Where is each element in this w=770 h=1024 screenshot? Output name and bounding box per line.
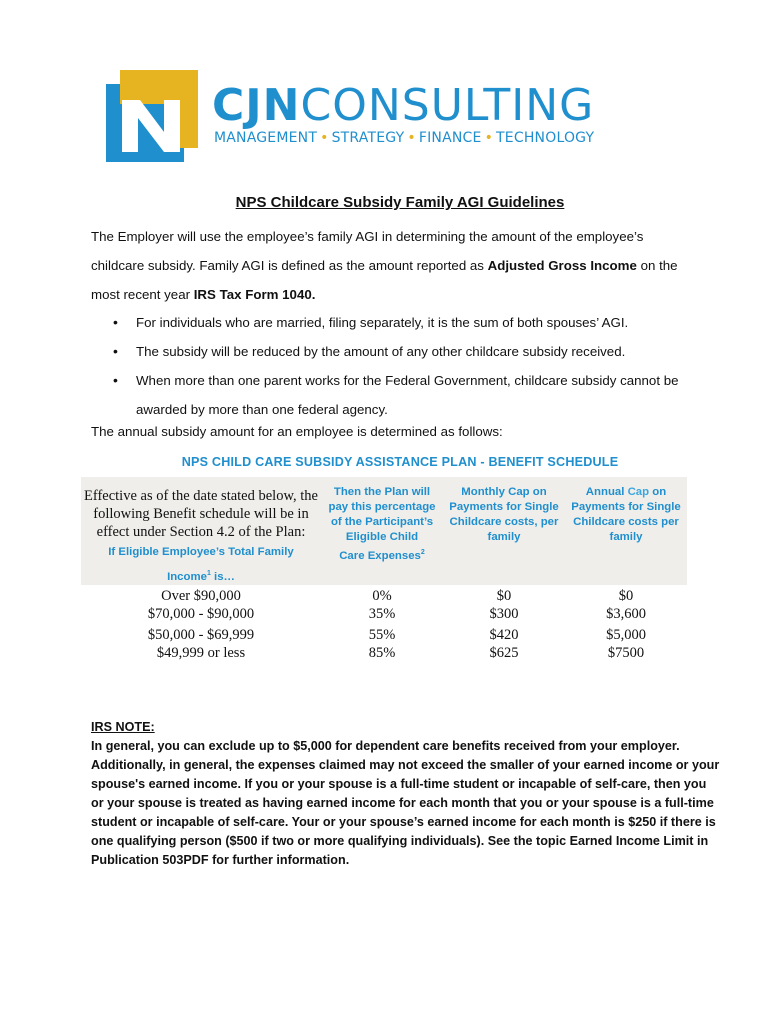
table-row [81, 645, 687, 663]
company-logo [106, 70, 636, 162]
brand-tagline [214, 130, 594, 146]
tagline-strategy: STRATEGY [331, 130, 405, 146]
percentage-cell: 55% [368, 627, 396, 643]
document-title: NPS Childcare Subsidy Family AGI Guidelines [235, 194, 565, 211]
header-income-column [81, 487, 321, 588]
subsidy-intro: The annual subsidy amount for an employee is determined as follows: [91, 424, 503, 439]
table-row [81, 588, 687, 606]
plan-title: NPS CHILD CARE SUBSIDY ASSISTANCE PLAN - BENEFIT SCHEDULE [181, 455, 619, 469]
monthly-cap-cell: $625 [489, 645, 519, 661]
annual-cap-cell: $7500 [607, 645, 645, 661]
percentage-header-text: Then the Plan will pay this percentage of the Participant’s Eligible Child [328, 486, 436, 543]
income-cell: Over $90,000 [161, 588, 241, 604]
adjusted-gross-income-term: Adjusted Gross Income [487, 258, 637, 273]
irs-note-body: In general, you can exclude up to $5,000 for dependent care benefits received from your employer. Additionally, in general, the expenses claimed may not exceed the smaller of your earned income or your spouse's earned income. If you or your spouse is a full-time student or incapable of self-care, then you or your spouse is treated as having earned income for each month that you or your spouse is a full-time student or incapable of self-care. Your or your spouse’s earned income for each month is $250 if there is one qualifying person ($500 if two or more qualifying individuals). See the topic Earned Income Limit in Publication 503PDF for further information. [91, 739, 720, 867]
header-percentage-column [326, 485, 438, 564]
benefit-table-body [81, 588, 687, 663]
header-monthly-cap-column: Monthly Cap on Payments for Single Childcare costs, per family [449, 486, 559, 543]
percentage-cell: 85% [368, 645, 396, 661]
monthly-cap-cell: $420 [489, 627, 519, 643]
cap-word: Cap [627, 486, 650, 498]
cjn-logo-mark-icon [106, 70, 198, 162]
tagline-separator: • [407, 130, 416, 146]
annual-cap-cell: $5,000 [606, 627, 646, 643]
annual-cap-cell: $3,600 [606, 606, 646, 622]
brand-name-bold: CJN [212, 80, 301, 131]
annual-cap-header-text: on Payments for Single Childcare costs per family [571, 486, 681, 543]
effective-statement: Effective as of the date stated below, the following Benefit schedule will be in effect under Section 4.2 of the Plan: [84, 488, 318, 540]
footnote-1: 1 [206, 570, 211, 577]
brand-name-light: CONSULTING [300, 80, 595, 131]
tagline-separator: • [484, 130, 494, 146]
intro-line-2-text: childcare subsidy. Family AGI is defined as the amount reported as [91, 258, 488, 273]
table-row [81, 627, 687, 645]
income-word: Income [167, 570, 207, 583]
benefit-table-header [81, 477, 687, 585]
income-cell: $50,000 - $69,999 [147, 627, 255, 643]
intro-paragraph [91, 222, 711, 309]
bullet-item: • For individuals who are married, filing separately, it is the sum of both spouses’ AGI. [91, 308, 711, 337]
annual-word: Annual [585, 486, 628, 498]
brand-name [212, 80, 595, 131]
income-cell: $49,999 or less [156, 645, 246, 661]
intro-line-2-tail: on the [636, 258, 678, 273]
intro-line-3 [91, 280, 711, 309]
tagline-management: MANAGEMENT [214, 130, 318, 146]
irs-note [91, 718, 721, 870]
tagline-separator: • [320, 130, 329, 146]
monthly-cap-cell: $0 [496, 588, 512, 604]
annual-cap-cell: $0 [618, 588, 634, 604]
percentage-cell: 0% [372, 588, 392, 604]
intro-line-1: The Employer will use the employee’s family AGI in determining the amount of the employee’s [91, 229, 644, 244]
table-row [81, 606, 687, 624]
footnote-2: 2 [420, 549, 425, 557]
bullet-item: • When more than one parent works for the Federal Government, childcare subsidy cannot be awarded by more than one federal agency. [91, 366, 696, 424]
intro-line-2 [91, 251, 711, 280]
tagline-technology: TECHNOLOGY [496, 130, 595, 146]
monthly-cap-cell: $300 [489, 606, 519, 622]
income-condition-text: If Eligible Employee’s Total Family [108, 546, 294, 558]
intro-line-3-text: most recent year [91, 287, 194, 302]
irs-form-term: IRS Tax Form 1040. [193, 287, 316, 302]
income-cell: $70,000 - $90,000 [147, 606, 255, 622]
irs-note-header: IRS NOTE: [91, 720, 155, 734]
percentage-cell: 35% [368, 606, 396, 622]
care-expenses-text: Care Expenses [339, 550, 421, 562]
header-annual-cap-column [570, 485, 682, 545]
income-is: is… [210, 570, 235, 583]
income-condition [81, 541, 321, 588]
guideline-bullets [91, 308, 711, 424]
bullet-item: • The subsidy will be reduced by the amount of any other childcare subsidy received. [91, 337, 711, 366]
tagline-finance: FINANCE [418, 130, 482, 146]
